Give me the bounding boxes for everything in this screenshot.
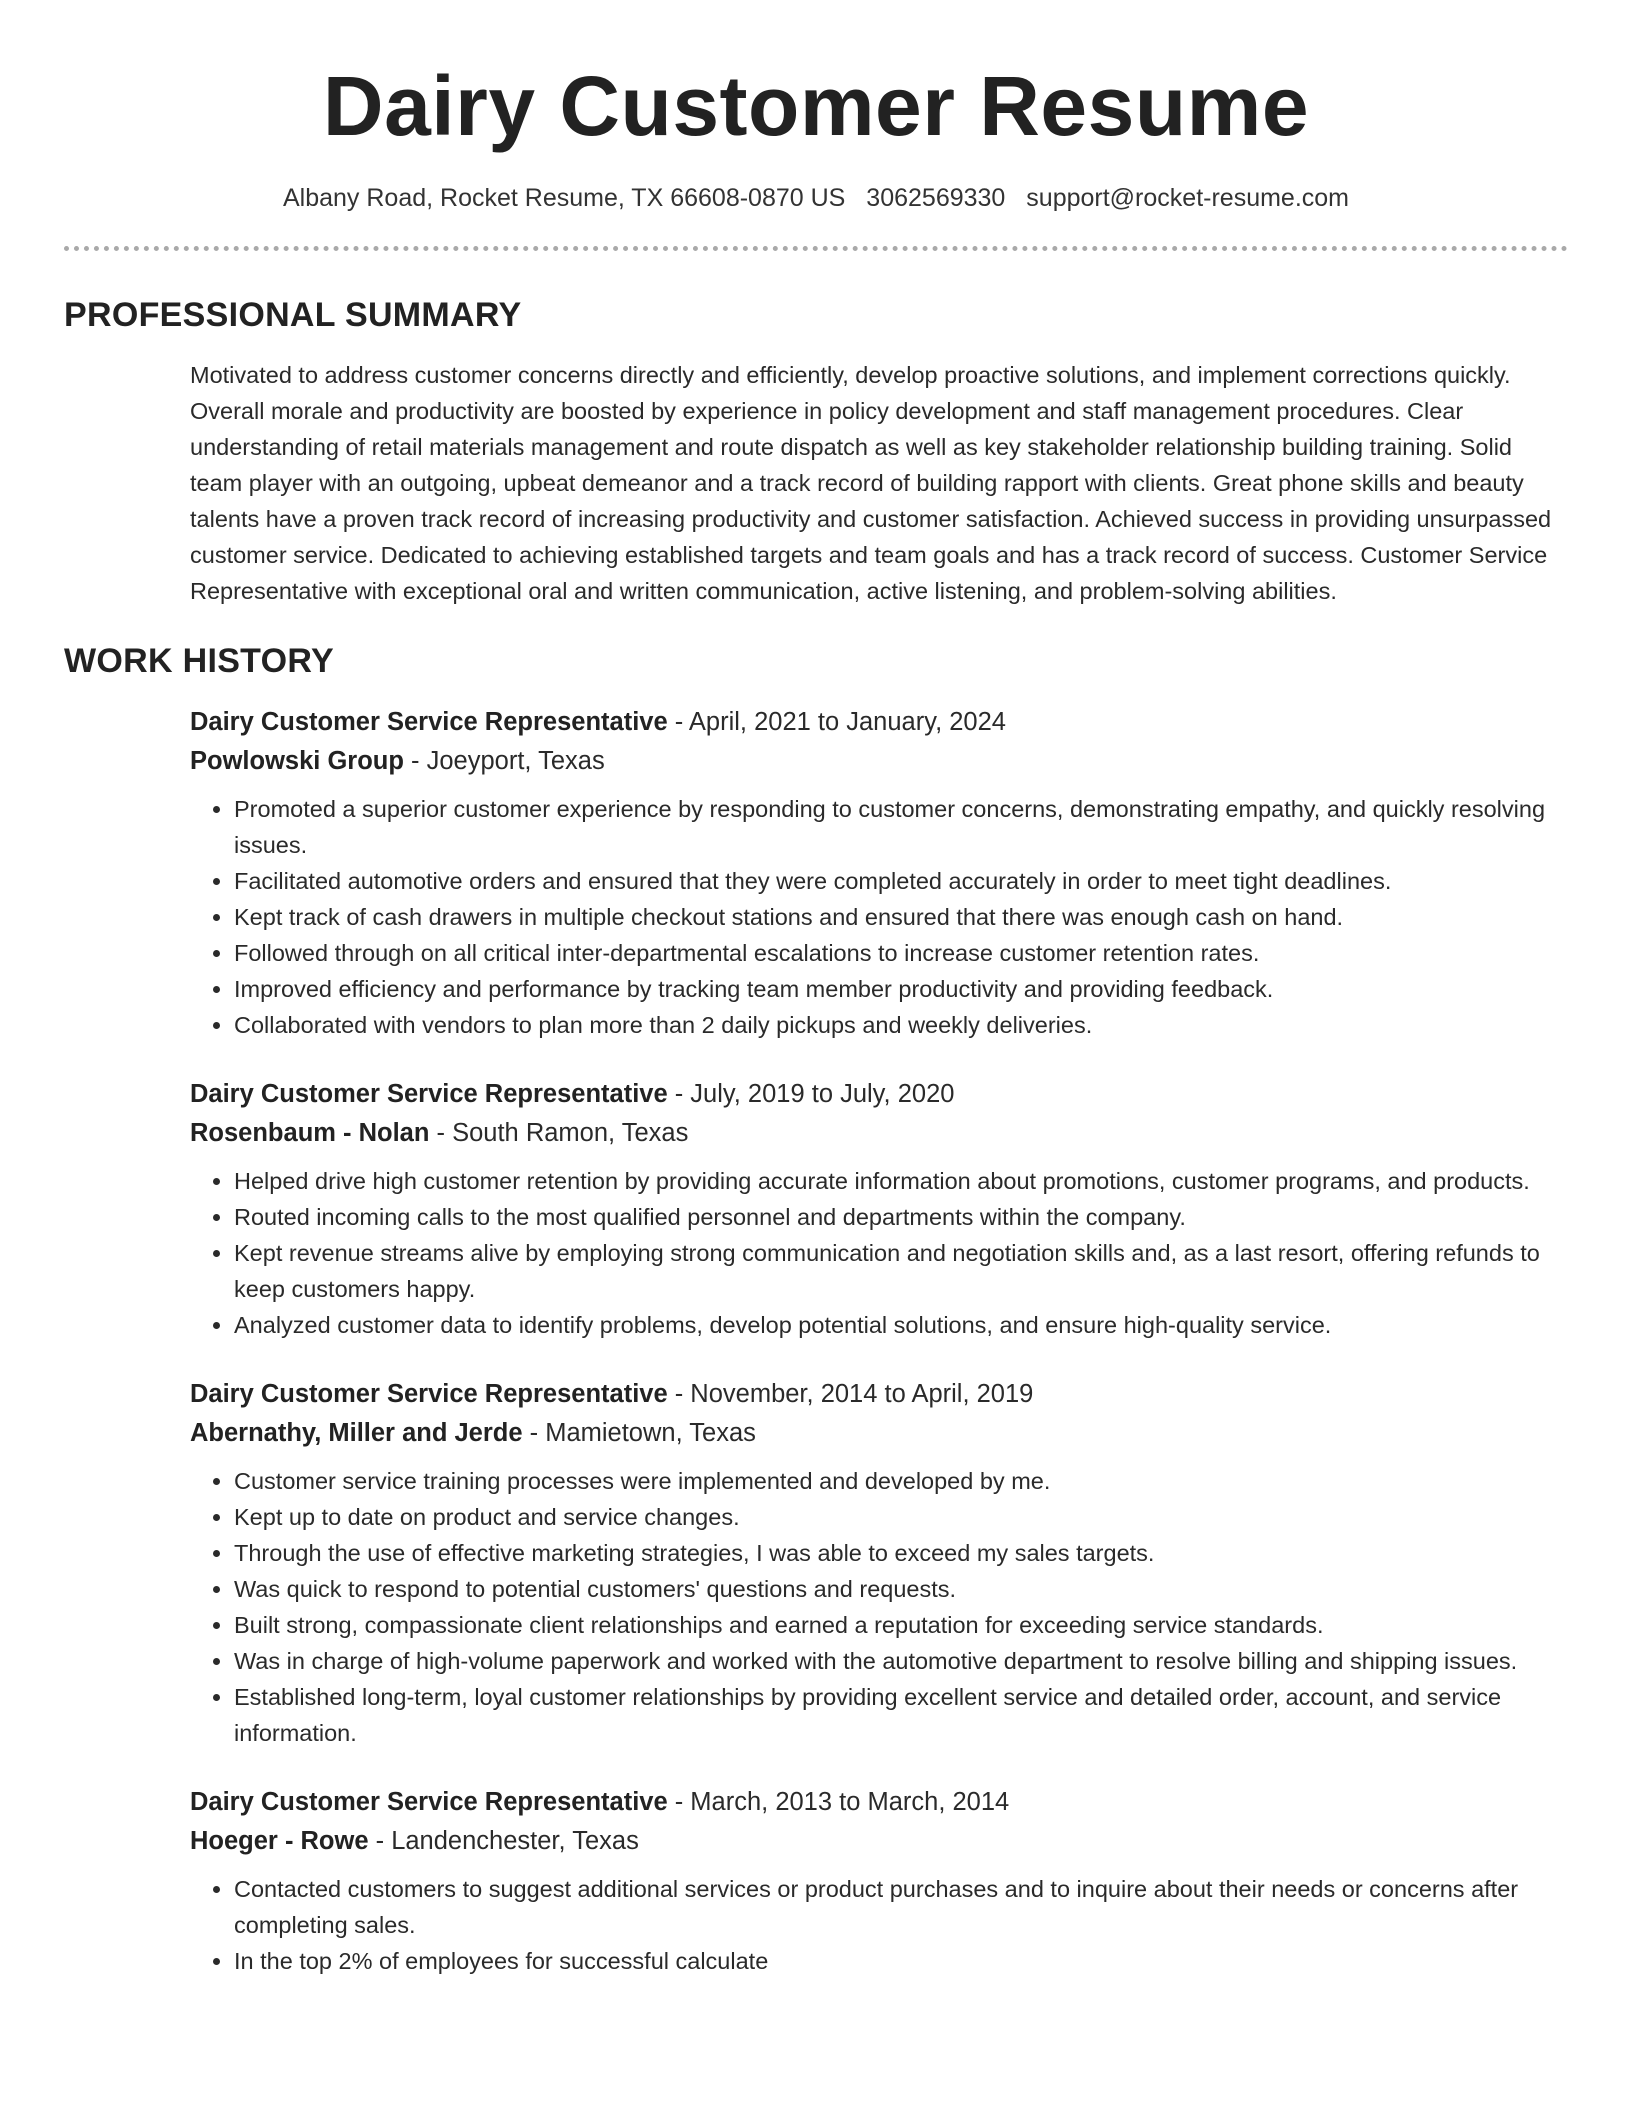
resume-page — [64, 0, 1568, 1979]
resume-title: Dairy Customer Resume — [322, 59, 1310, 153]
job-role-line — [190, 1783, 1568, 1822]
job-bullet: • Kept track of cash drawers in multiple checkout stations and ensured that there was enough cash on hand. — [234, 899, 1568, 935]
job-bullets — [190, 1871, 1568, 1979]
job-dates: - April, 2021 to January, 2024 — [667, 708, 1006, 736]
job-bullet: • Improved efficiency and performance by tracking team member productivity and providing feedback. — [234, 971, 1568, 1007]
job-location: - Joeyport, Texas — [403, 747, 605, 775]
job-bullet: • Analyzed customer data to identify problems, develop potential solutions, and ensure high-quality service. — [234, 1307, 1568, 1343]
job-bullet: • Built strong, compassionate client relationships and earned a reputation for exceeding service standards. — [234, 1607, 1568, 1643]
job-bullet: • Established long-term, loyal customer relationships by providing excellent service and detailed order, account, and service information. — [234, 1679, 1568, 1751]
job-bullet: • Kept up to date on product and service changes. — [234, 1499, 1568, 1535]
job-company-line — [190, 1822, 1568, 1861]
contact-line — [64, 180, 1568, 216]
job-entry — [190, 1075, 1568, 1343]
job-role-line — [190, 1375, 1568, 1414]
job-bullets — [190, 1163, 1568, 1343]
job-dates: - July, 2019 to July, 2020 — [667, 1080, 955, 1108]
job-entry — [190, 1375, 1568, 1751]
job-dates: - November, 2014 to April, 2019 — [667, 1380, 1034, 1408]
job-bullet: • Collaborated with vendors to plan more than 2 daily pickups and weekly deliveries. — [234, 1007, 1568, 1043]
job-company: Rosenbaum - Nolan — [190, 1119, 430, 1147]
contact-email: support@rocket-resume.com — [1026, 184, 1350, 212]
job-location: - Landenchester, Texas — [368, 1827, 639, 1855]
job-company-line — [190, 1114, 1568, 1153]
job-bullet: • Promoted a superior customer experience by responding to customer concerns, demonstrating empathy, and quickly resolving issues. — [234, 791, 1568, 863]
job-company: Hoeger - Rowe — [190, 1827, 369, 1855]
job-bullet: • Through the use of effective marketing strategies, I was able to exceed my sales targets. — [234, 1535, 1568, 1571]
job-bullet: • Kept revenue streams alive by employing strong communication and negotiation skills and, as a last resort, offering refunds to keep customers happy. — [234, 1235, 1568, 1307]
job-company: Powlowski Group — [190, 747, 404, 775]
job-company: Abernathy, Miller and Jerde — [190, 1419, 523, 1447]
job-bullets — [190, 791, 1568, 1043]
job-bullet: • Helped drive high customer retention by providing accurate information about promotions, customer programs, and products. — [234, 1163, 1568, 1199]
job-bullet: • Was quick to respond to potential customers' questions and requests. — [234, 1571, 1568, 1607]
job-role: Dairy Customer Service Representative — [190, 1788, 668, 1816]
summary-heading: PROFESSIONAL SUMMARY — [64, 296, 522, 334]
contact-phone: 3062569330 — [866, 184, 1006, 212]
job-role: Dairy Customer Service Representative — [190, 708, 668, 736]
job-role-line — [190, 1075, 1568, 1114]
job-company-line — [190, 1414, 1568, 1453]
job-bullet: • Contacted customers to suggest additional services or product purchases and to inquire about their needs or concerns after completing sales. — [234, 1871, 1568, 1943]
header-divider — [64, 246, 1568, 251]
job-location: - Mamietown, Texas — [522, 1419, 756, 1447]
job-entry — [190, 1783, 1568, 1979]
job-bullet: • Routed incoming calls to the most qualified personnel and departments within the company. — [234, 1199, 1568, 1235]
job-bullets — [190, 1463, 1568, 1751]
job-bullet: • Was in charge of high-volume paperwork and worked with the automotive department to resolve billing and shipping issues. — [234, 1643, 1568, 1679]
job-bullet: • Facilitated automotive orders and ensured that they were completed accurately in order to meet tight deadlines. — [234, 863, 1568, 899]
job-bullet: • Followed through on all critical inter-departmental escalations to increase customer retention rates. — [234, 935, 1568, 971]
job-role-line — [190, 703, 1568, 742]
job-location: - South Ramon, Texas — [429, 1119, 689, 1147]
job-dates: - March, 2013 to March, 2014 — [667, 1788, 1010, 1816]
work-history-heading: WORK HISTORY — [64, 642, 334, 680]
job-bullet: • In the top 2% of employees for successful calculate — [234, 1943, 1568, 1979]
job-entry — [190, 703, 1568, 1043]
job-role: Dairy Customer Service Representative — [190, 1380, 668, 1408]
job-role: Dairy Customer Service Representative — [190, 1080, 668, 1108]
job-company-line — [190, 742, 1568, 781]
contact-address: Albany Road, Rocket Resume, TX 66608-0870 US — [282, 184, 846, 212]
summary-text: Motivated to address customer concerns directly and efficiently, develop proactive solutions, and implement corrections quickly. Overall morale and productivity are boosted by experience in policy development and staff management procedures. Clear understanding of retail materials management and route dispatch as well as key stakeholder relationship building training. Solid team player with an outgoing, upbeat demeanor and a track record of building rapport with clients. Great phone skills and beauty talents have a proven track record of increasing productivity and customer satisfaction. Achieved success in providing unsurpassed customer service. Dedicated to achieving established targets and team goals and has a track record of success. Customer Service Representative with exceptional oral and written communication, active listening, and problem-solving abilities. — [190, 362, 1552, 604]
job-bullet: • Customer service training processes were implemented and developed by me. — [234, 1463, 1568, 1499]
